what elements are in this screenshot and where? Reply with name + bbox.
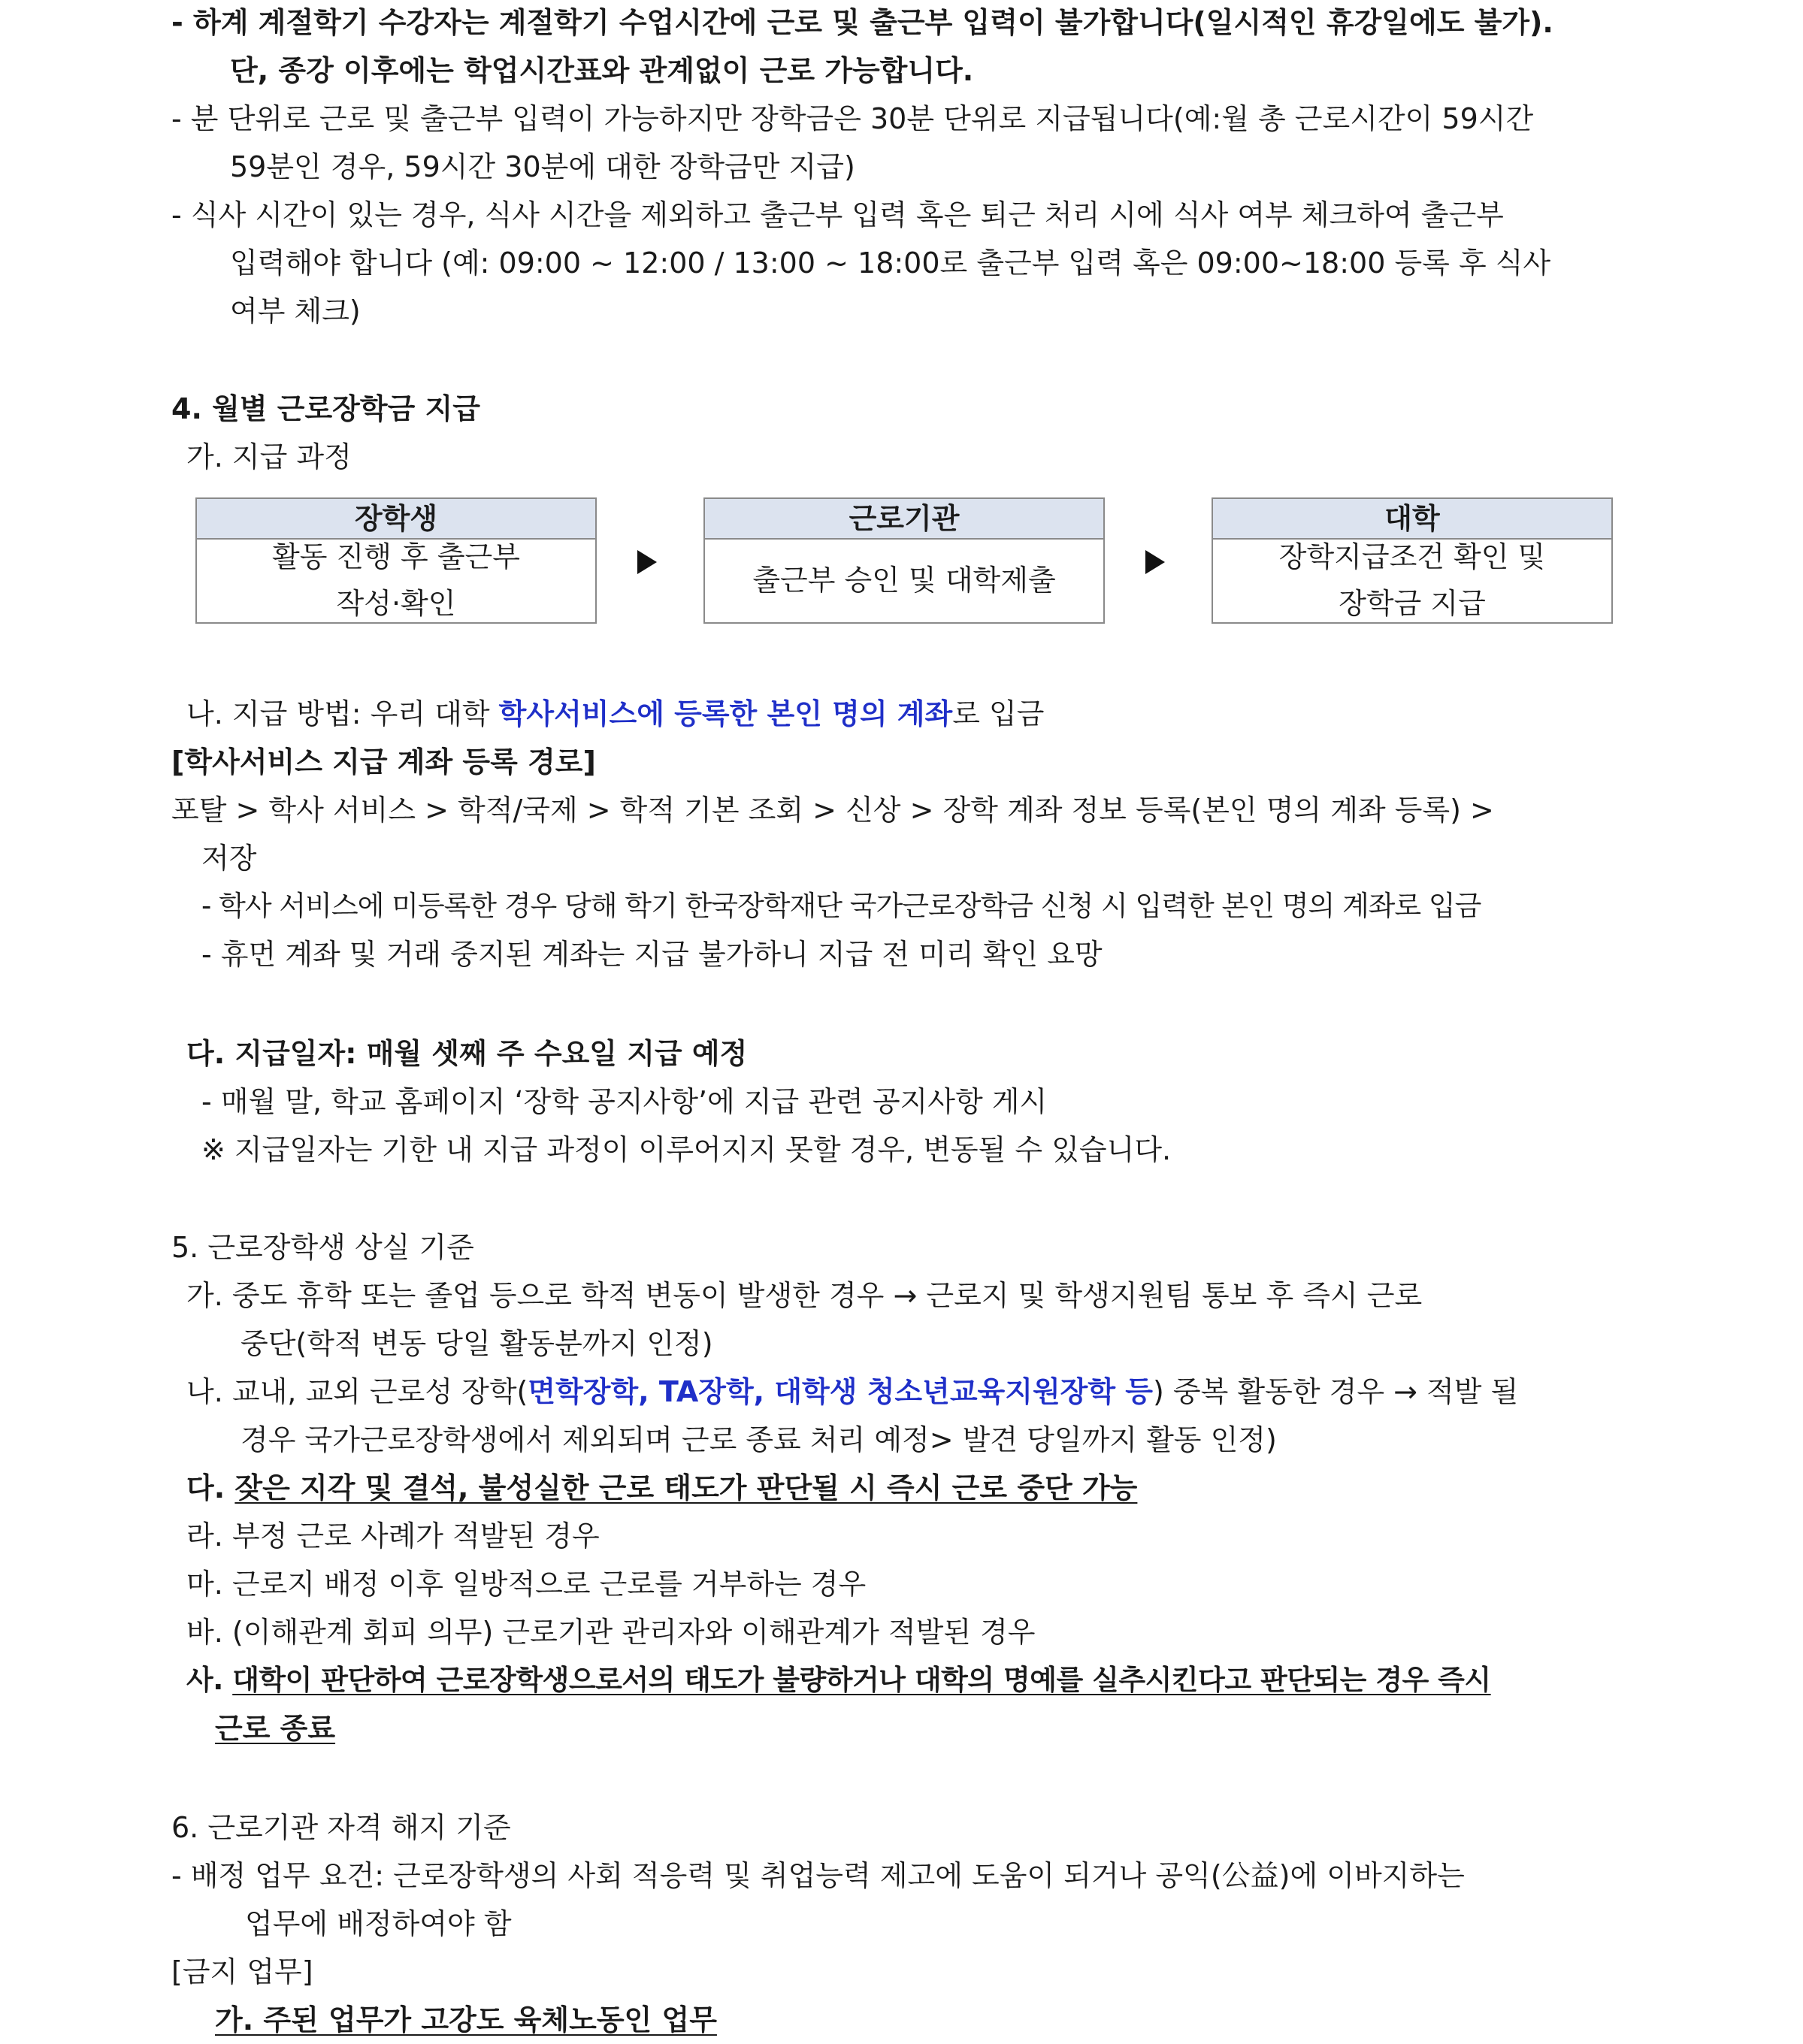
payment-method-suffix: 로 입금 [952, 697, 1045, 730]
section4-title: 4. 월별 근로장학금 지급 [171, 392, 480, 425]
flow-step-body-line: 출근부 승인 및 대학제출 [752, 564, 1056, 597]
flow-step-body-line: 장학금 지급 [1339, 587, 1486, 620]
flow-step-body [197, 538, 595, 622]
payment-method-prefix: 나. 지급 방법: 우리 대학 [186, 697, 499, 730]
loss-criteria-na-suffix: ) 중복 활동한 경우 → 적발 될 [1153, 1375, 1519, 1408]
assignment-requirement-cont: 업무에 배정하여야 함 [245, 1907, 512, 1940]
loss-criteria-ba: 바. (이해관계 회피 의무) 근로기관 관리자와 이해관계가 적발된 경우 [186, 1616, 1036, 1649]
loss-criteria-sa-label: 사. [186, 1664, 233, 1696]
flow-step-body [705, 538, 1103, 622]
forbidden-tasks-title: [금지 업무] [171, 1955, 313, 1988]
account-path-title: [학사서비스 지급 계좌 등록 경로] [171, 745, 596, 779]
flow-step-head: 근로기관 [705, 499, 1103, 540]
flow-step-student [195, 497, 597, 624]
note-meal-time-cont2: 여부 체크) [230, 295, 361, 328]
loss-criteria-sa-text: 대학이 판단하여 근로장학생으로서의 태도가 불량하거나 대학의 명예를 실추시킨다고 판단되는 경우 즉시 [232, 1664, 1491, 1696]
note-meal-time: - 식사 시간이 있는 경우, 식사 시간을 제외하고 출근부 입력 혹은 퇴근 처리 시에 식사 여부 체크하여 출근부 [171, 198, 1504, 231]
loss-criteria-sa [186, 1662, 1491, 1698]
loss-criteria-ga: 가. 중도 휴학 또는 졸업 등으로 학적 변동이 발생한 경우 → 근로지 및 학생지원팀 통보 후 즉시 근로 [186, 1279, 1423, 1312]
note-minute-unit: - 분 단위로 근로 및 출근부 입력이 가능하지만 장학금은 30분 단위로 지급됩니다(예:월 총 근로시간이 59시간 [171, 102, 1534, 135]
loss-criteria-na-highlight: 면학장학, TA장학, 대학생 청소년교육지원장학 등 [528, 1375, 1154, 1408]
account-note-dormant: - 휴먼 계좌 및 거래 중지된 계좌는 지급 불가하니 지급 전 미리 확인 요망 [201, 938, 1103, 971]
loss-criteria-na [186, 1374, 1518, 1410]
flow-arrow-icon [1145, 550, 1165, 574]
flow-step-body-line: 장학지급조건 확인 및 [1278, 540, 1546, 573]
loss-criteria-ma: 마. 근로지 배정 이후 일방적으로 근로를 거부하는 경우 [186, 1568, 867, 1601]
note-summer-session-cont: 단, 종강 이후에는 학업시간표와 관계없이 근로 가능합니다. [230, 54, 974, 87]
loss-criteria-da-label: 다. [186, 1471, 235, 1504]
loss-criteria-na-cont: 경우 국가근로장학생에서 제외되며 근로 종료 처리 예정> 발견 당일까지 활동 인정) [241, 1423, 1277, 1456]
flow-step-head: 장학생 [197, 499, 595, 540]
section4-na-payment-method [186, 696, 1044, 732]
account-path: 포탈 > 학사 서비스 > 학적/국제 > 학적 기본 조회 > 신상 > 장학 계좌 정보 등록(본인 명의 계좌 등록) > [171, 794, 1494, 827]
account-path-cont: 저장 [201, 842, 257, 875]
section6-title: 6. 근로기관 자격 해지 기준 [171, 1811, 511, 1844]
loss-criteria-sa-cont: 근로 종료 [215, 1712, 336, 1745]
note-summer-session: - 하계 계절학기 수강자는 계절학기 수업시간에 근로 및 출근부 입력이 불가합니다(일시적인 휴강일에도 불가). [171, 6, 1553, 39]
loss-criteria-ra: 라. 부정 근로 사례가 적발된 경우 [186, 1519, 600, 1553]
flow-step-university [1212, 497, 1613, 624]
loss-criteria-ga-cont: 중단(학적 변동 당일 활동분까지 인정) [241, 1327, 713, 1360]
flow-step-institution [703, 497, 1105, 624]
payment-date-note: - 매월 말, 학교 홈페이지 ‘장학 공지사항’에 지급 관련 공지사항 게시 [201, 1085, 1048, 1118]
section4-ga-title: 가. 지급 과정 [186, 440, 352, 473]
note-minute-unit-cont: 59분인 경우, 59시간 30분에 대한 장학금만 지급) [230, 150, 855, 183]
section4-da-title: 다. 지급일자: 매월 셋째 주 수요일 지급 예정 [186, 1037, 748, 1070]
flow-step-body-line: 활동 진행 후 출근부 [272, 540, 520, 573]
payment-date-warning: ※ 지급일자는 기한 내 지급 과정이 이루어지지 못할 경우, 변동될 수 있습니다. [201, 1133, 1172, 1166]
assignment-requirement: - 배정 업무 요건: 근로장학생의 사회 적응력 및 취업능력 제고에 도움이 되거나 공익(公益)에 이바지하는 [171, 1859, 1465, 1892]
note-meal-time-cont: 입력해야 합니다 (예: 09:00 ~ 12:00 / 13:00 ~ 18:00로 출근부 입력 혹은 09:00~18:00 등록 후 식사 [230, 246, 1551, 280]
flow-arrow-icon [637, 550, 657, 574]
loss-criteria-da-text: 잦은 지각 및 결석, 불성실한 근로 태도가 판단될 시 즉시 근로 중단 가능 [234, 1471, 1138, 1504]
flow-step-body [1213, 538, 1611, 622]
loss-criteria-da [186, 1470, 1137, 1506]
payment-method-highlight: 학사서비스에 등록한 본인 명의 계좌 [498, 697, 953, 730]
flow-step-body-line: 작성·확인 [336, 587, 456, 620]
account-note-unregistered: - 학사 서비스에 미등록한 경우 당해 학기 한국장학재단 국가근로장학금 신청 시 입력한 본인 명의 계좌로 입금 [201, 890, 1481, 922]
section5-title: 5. 근로장학생 상실 기준 [171, 1231, 474, 1264]
forbidden-task-ga: 가. 주된 업무가 고강도 육체노동인 업무 [215, 2003, 717, 2036]
loss-criteria-na-prefix: 나. 교내, 교외 근로성 장학( [186, 1375, 528, 1408]
flow-step-head: 대학 [1213, 499, 1611, 540]
